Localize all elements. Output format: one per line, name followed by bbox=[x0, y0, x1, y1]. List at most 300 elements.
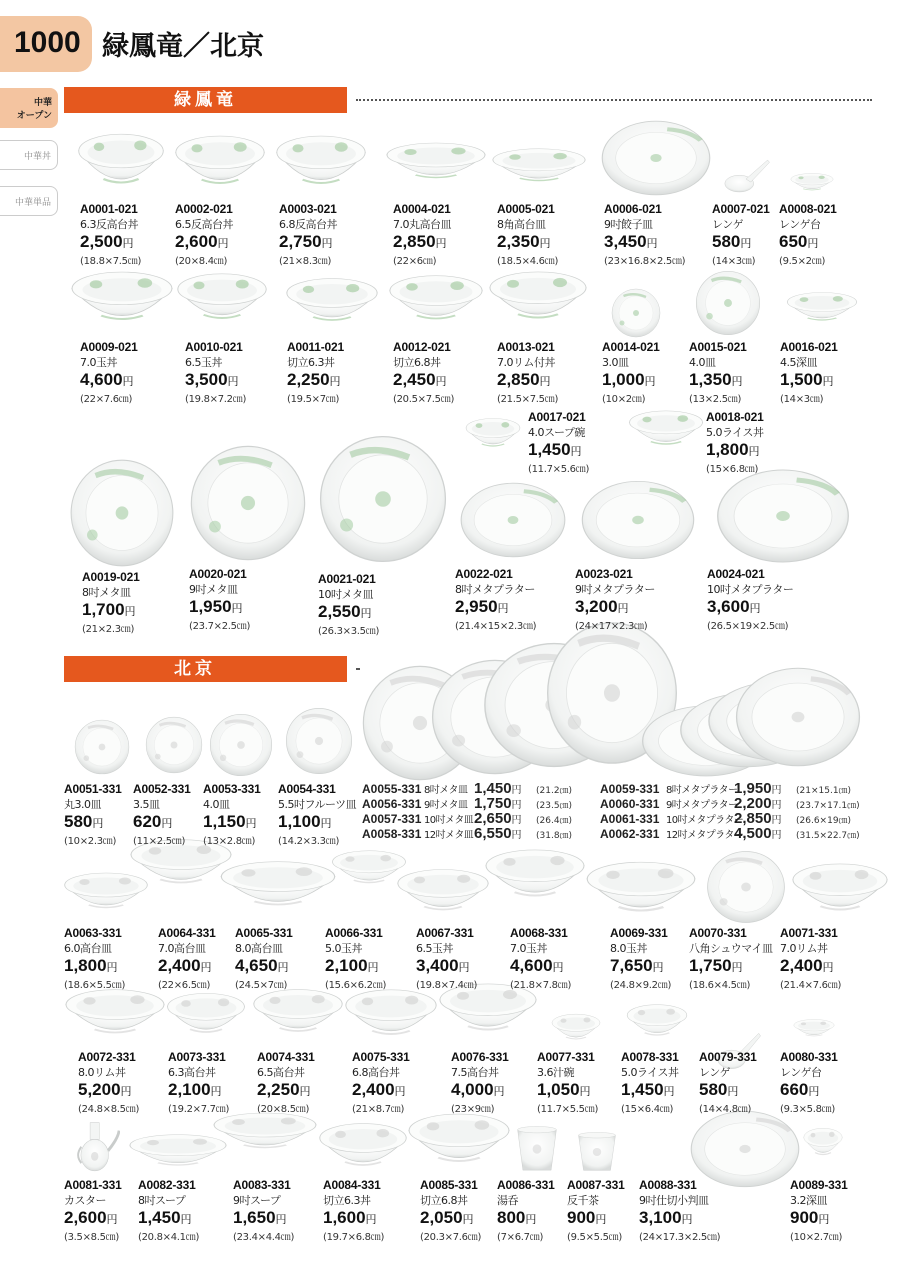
product-name: 10吋メタプラター bbox=[666, 815, 744, 826]
section-header-ryokuhoryu: 緑鳳竜 bbox=[64, 87, 347, 113]
product-code: A0052-331 bbox=[133, 782, 191, 796]
dish-image bbox=[145, 716, 203, 774]
product-name: 4.0スープ碗 bbox=[528, 426, 585, 439]
product-code: A0011-021 bbox=[287, 340, 344, 354]
product-size: (13×2.5㎝) bbox=[689, 394, 742, 405]
product-size: (26.4㎝) bbox=[536, 816, 573, 826]
product-size: (11×2.5㎝) bbox=[133, 836, 186, 847]
dish-image bbox=[551, 1012, 601, 1048]
yen-unit: 円 bbox=[321, 238, 333, 250]
product-price-line bbox=[497, 232, 558, 252]
product-size: (13×2.8㎝) bbox=[203, 836, 256, 847]
product-price: 2,950 bbox=[455, 597, 498, 616]
product-size: (10×2.3㎝) bbox=[64, 836, 117, 847]
product-code: A0002-021 bbox=[175, 202, 233, 216]
dish-image bbox=[715, 466, 851, 566]
product-name: 切立6.8丼 bbox=[420, 1194, 468, 1207]
product-code: A0018-021 bbox=[706, 410, 764, 424]
product-price: 1,600 bbox=[323, 1208, 366, 1227]
product-price-line bbox=[451, 1080, 509, 1100]
product-size: (31.5×22.7㎝) bbox=[796, 831, 860, 841]
product-name: 8.0玉丼 bbox=[610, 942, 647, 955]
product-price-line bbox=[189, 597, 250, 617]
product-code: A0071-331 bbox=[780, 926, 838, 940]
product-price: 4,600 bbox=[510, 956, 553, 975]
product-code: A0006-021 bbox=[604, 202, 662, 216]
product-price: 1,500 bbox=[780, 370, 823, 389]
yen-unit: 円 bbox=[365, 1214, 377, 1226]
product-price-line bbox=[537, 1080, 598, 1100]
product-price-line bbox=[257, 1080, 315, 1100]
product-code: A0001-021 bbox=[80, 202, 138, 216]
product-size: (20.8×4.1㎝) bbox=[138, 1232, 200, 1243]
dish-image bbox=[189, 444, 307, 562]
product-item bbox=[80, 340, 138, 405]
product-price: 2,750 bbox=[279, 232, 322, 251]
product-size: (7×6.7㎝) bbox=[497, 1232, 544, 1243]
dish-image bbox=[166, 990, 246, 1046]
product-name: 切立6.3丼 bbox=[323, 1194, 371, 1207]
product-size: (24.8×9.2㎝) bbox=[610, 980, 672, 991]
yen-unit: 円 bbox=[200, 962, 212, 974]
product-size: (14.2×3.3㎝) bbox=[278, 836, 340, 847]
dish-image bbox=[74, 1116, 120, 1172]
product-price: 1,950 bbox=[734, 780, 772, 797]
product-item bbox=[168, 1050, 229, 1115]
product-price-line bbox=[203, 812, 261, 832]
yen-unit: 円 bbox=[360, 608, 372, 620]
product-price: 2,250 bbox=[257, 1080, 300, 1099]
product-item bbox=[325, 926, 386, 991]
product-size: (26.5×19×2.5㎝) bbox=[707, 621, 789, 632]
product-code: A0016-021 bbox=[780, 340, 838, 354]
product-name: 6.5高台丼 bbox=[257, 1066, 305, 1079]
product-price-line bbox=[278, 812, 356, 832]
product-size: (23.5㎝) bbox=[536, 801, 573, 811]
yen-unit: 円 bbox=[462, 1214, 474, 1226]
product-code: A0009-021 bbox=[80, 340, 138, 354]
product-name: 7.0リム丼 bbox=[780, 942, 828, 955]
product-name: 9吋メタプラター bbox=[666, 800, 738, 811]
product-size: (21.8×7.8㎝) bbox=[510, 980, 572, 991]
product-price-line bbox=[168, 1080, 229, 1100]
product-item bbox=[575, 567, 655, 632]
product-item bbox=[510, 926, 571, 991]
product-name: 10吋メタ皿 bbox=[318, 588, 373, 601]
product-price-line bbox=[318, 602, 379, 622]
product-name: 8.0リム丼 bbox=[78, 1066, 126, 1079]
yen-unit: 円 bbox=[822, 962, 834, 974]
product-price: 2,400 bbox=[158, 956, 201, 975]
product-price-line bbox=[639, 1208, 720, 1228]
product-size: (23×9㎝) bbox=[451, 1104, 495, 1115]
yen-unit: 円 bbox=[227, 376, 239, 388]
product-name: 切立6.8丼 bbox=[393, 356, 441, 369]
product-price: 3,100 bbox=[639, 1208, 682, 1227]
product-name: レンゲ台 bbox=[779, 218, 821, 231]
product-size: (24×17.3×2.5㎝) bbox=[639, 1232, 721, 1243]
product-code: A0066-331 bbox=[325, 926, 383, 940]
product-item bbox=[133, 782, 191, 847]
yen-unit: 円 bbox=[511, 785, 522, 796]
product-code: A0061-331 bbox=[600, 812, 660, 826]
yen-unit: 円 bbox=[497, 603, 509, 615]
yen-unit: 円 bbox=[748, 446, 760, 458]
product-name: 3.5皿 bbox=[133, 798, 160, 811]
page-number: 1000 bbox=[14, 26, 81, 59]
product-price-line bbox=[734, 825, 790, 842]
section-header-pekin: 北京 bbox=[64, 656, 347, 682]
product-size: (24.8×8.5㎝) bbox=[78, 1104, 140, 1115]
dish-image bbox=[70, 268, 174, 336]
product-item bbox=[78, 1050, 139, 1115]
product-price: 1,000 bbox=[602, 370, 645, 389]
dish-image bbox=[734, 664, 862, 770]
product-size: (19.7×6.8㎝) bbox=[323, 1232, 385, 1243]
product-name: 9吋スープ bbox=[233, 1194, 281, 1207]
product-code: A0020-021 bbox=[189, 567, 247, 581]
product-price: 1,450 bbox=[138, 1208, 181, 1227]
product-size: (18.6×4.5㎝) bbox=[689, 980, 751, 991]
product-code: A0023-021 bbox=[575, 567, 633, 581]
product-code: A0072-331 bbox=[78, 1050, 136, 1064]
product-size: (23×16.8×2.5㎝) bbox=[604, 256, 686, 267]
yen-unit: 円 bbox=[740, 238, 752, 250]
product-item bbox=[780, 340, 838, 405]
product-item bbox=[497, 340, 558, 405]
product-price: 800 bbox=[497, 1208, 526, 1227]
product-code: A0074-331 bbox=[257, 1050, 315, 1064]
product-size: (20.3×7.6㎝) bbox=[420, 1232, 482, 1243]
product-code: A0024-021 bbox=[707, 567, 765, 581]
product-name: レンゲ台 bbox=[780, 1066, 822, 1079]
product-price: 1,950 bbox=[189, 597, 232, 616]
yen-unit: 円 bbox=[539, 376, 551, 388]
yen-unit: 円 bbox=[663, 1086, 675, 1098]
product-price-line bbox=[689, 956, 773, 976]
product-name: 4.0皿 bbox=[203, 798, 230, 811]
product-item bbox=[567, 1178, 625, 1243]
yen-unit: 円 bbox=[493, 1086, 505, 1098]
product-price: 2,550 bbox=[318, 602, 361, 621]
product-item bbox=[189, 567, 250, 632]
dish-image bbox=[385, 140, 487, 190]
yen-unit: 円 bbox=[644, 376, 656, 388]
product-size: (19.8×7.4㎝) bbox=[416, 980, 478, 991]
product-code: A0013-021 bbox=[497, 340, 555, 354]
yen-unit: 円 bbox=[727, 1086, 739, 1098]
product-item bbox=[279, 202, 337, 267]
product-price: 2,350 bbox=[497, 232, 540, 251]
yen-unit: 円 bbox=[822, 376, 834, 388]
product-code: A0005-021 bbox=[497, 202, 555, 216]
product-size: (3.5×8.5㎝) bbox=[64, 1232, 119, 1243]
yen-unit: 円 bbox=[525, 1214, 537, 1226]
dish-image bbox=[252, 986, 344, 1046]
product-price-line bbox=[78, 1080, 139, 1100]
product-name: 12吋メタプラター bbox=[666, 830, 744, 841]
product-name: 6.3反高台丼 bbox=[80, 218, 138, 231]
dish-image bbox=[491, 146, 587, 192]
side-tab-0[interactable] bbox=[0, 88, 58, 128]
yen-unit: 円 bbox=[299, 1086, 311, 1098]
product-price-line bbox=[80, 370, 138, 390]
product-name: 5.0ライス丼 bbox=[706, 426, 764, 439]
product-name: 6.3高台丼 bbox=[168, 1066, 216, 1079]
product-code: A0086-331 bbox=[497, 1178, 555, 1192]
product-size: (11.7×5.6㎝) bbox=[528, 464, 590, 475]
product-size: (19.2×7.7㎝) bbox=[168, 1104, 230, 1115]
yen-unit: 円 bbox=[277, 962, 289, 974]
side-tab-label: 中華丼 bbox=[23, 151, 51, 162]
product-price-line bbox=[393, 232, 451, 252]
product-item bbox=[537, 1050, 598, 1115]
product-price: 2,500 bbox=[80, 232, 123, 251]
product-price: 2,600 bbox=[64, 1208, 107, 1227]
product-item bbox=[706, 410, 764, 475]
yen-unit: 円 bbox=[511, 815, 522, 826]
product-price-line bbox=[780, 370, 838, 390]
product-size: (21.4×15×2.3㎝) bbox=[455, 621, 537, 632]
product-price: 580 bbox=[64, 812, 93, 831]
dish-image bbox=[611, 288, 661, 338]
product-price-line bbox=[706, 440, 764, 460]
product-price: 1,450 bbox=[528, 440, 571, 459]
product-size: (20×8.4㎝) bbox=[175, 256, 228, 267]
dish-image bbox=[465, 416, 521, 456]
product-price-line bbox=[82, 600, 140, 620]
yen-unit: 円 bbox=[435, 238, 447, 250]
product-price-line bbox=[235, 956, 293, 976]
yen-unit: 円 bbox=[120, 1086, 132, 1098]
product-price-line bbox=[420, 1208, 481, 1228]
section-divider bbox=[356, 99, 872, 101]
product-item bbox=[712, 202, 770, 267]
product-price-line bbox=[780, 1080, 838, 1100]
yen-unit: 円 bbox=[161, 818, 173, 830]
product-price: 2,400 bbox=[352, 1080, 395, 1099]
product-item bbox=[779, 202, 837, 267]
product-code: A0082-331 bbox=[138, 1178, 196, 1192]
yen-unit: 円 bbox=[808, 1086, 820, 1098]
product-name: 10吋メタ皿 bbox=[424, 815, 474, 826]
product-code: A0089-331 bbox=[790, 1178, 848, 1192]
product-name: 湯呑 bbox=[497, 1194, 518, 1207]
yen-unit: 円 bbox=[731, 962, 743, 974]
product-size: (26.3×3.5㎝) bbox=[318, 626, 380, 637]
product-item bbox=[621, 1050, 679, 1115]
product-price-line bbox=[528, 440, 589, 460]
yen-unit: 円 bbox=[320, 818, 332, 830]
product-price: 4,500 bbox=[734, 825, 772, 842]
product-item bbox=[420, 1178, 481, 1243]
product-name: 4.5深皿 bbox=[780, 356, 817, 369]
product-item bbox=[80, 202, 141, 267]
product-name: 9吋メタ皿 bbox=[189, 583, 238, 596]
product-size: (19.5×7㎝) bbox=[287, 394, 340, 405]
side-tab-2[interactable] bbox=[0, 186, 58, 216]
product-name: 7.0リム付丼 bbox=[497, 356, 555, 369]
product-code: A0059-331 bbox=[600, 782, 660, 796]
product-item bbox=[64, 1178, 122, 1243]
product-price-line bbox=[712, 232, 770, 252]
yen-unit: 円 bbox=[122, 238, 134, 250]
product-price: 2,450 bbox=[393, 370, 436, 389]
yen-unit: 円 bbox=[579, 1086, 591, 1098]
product-price: 2,250 bbox=[287, 370, 330, 389]
product-size: (9.3×5.8㎝) bbox=[780, 1104, 835, 1115]
product-item bbox=[175, 202, 233, 267]
product-item bbox=[639, 1178, 720, 1243]
side-tab-1[interactable] bbox=[0, 140, 58, 170]
product-name: 8吋メタプラター bbox=[666, 785, 738, 796]
dish-image bbox=[459, 480, 567, 560]
product-code: A0088-331 bbox=[639, 1178, 697, 1192]
product-size: (15×6.4㎝) bbox=[621, 1104, 674, 1115]
dish-image bbox=[695, 270, 761, 336]
product-price: 6,550 bbox=[474, 825, 512, 842]
yen-unit: 円 bbox=[367, 962, 379, 974]
product-size: (19.8×7.2㎝) bbox=[185, 394, 247, 405]
product-price: 580 bbox=[699, 1080, 728, 1099]
product-item bbox=[158, 926, 216, 991]
product-item bbox=[278, 782, 356, 847]
product-price: 1,800 bbox=[64, 956, 107, 975]
product-size: (22×7.6㎝) bbox=[80, 394, 133, 405]
yen-unit: 円 bbox=[595, 1214, 607, 1226]
yen-unit: 円 bbox=[275, 1214, 287, 1226]
product-code: A0084-331 bbox=[323, 1178, 381, 1192]
dish-image bbox=[209, 713, 273, 777]
dish-image bbox=[77, 130, 165, 200]
product-size: (14×4.8㎝) bbox=[699, 1104, 752, 1115]
product-code: A0019-021 bbox=[82, 570, 140, 584]
product-name: 5.0玉丼 bbox=[325, 942, 362, 955]
dish-image bbox=[515, 1126, 559, 1172]
product-code: A0068-331 bbox=[510, 926, 568, 940]
product-size: (14×3㎝) bbox=[712, 256, 756, 267]
product-row bbox=[600, 825, 860, 842]
product-name: 8吋スープ bbox=[138, 1194, 186, 1207]
yen-unit: 円 bbox=[807, 238, 819, 250]
product-price-line bbox=[707, 597, 793, 617]
yen-unit: 円 bbox=[329, 376, 341, 388]
product-size: (21×2.3㎝) bbox=[82, 624, 135, 635]
product-price-line bbox=[602, 370, 660, 390]
product-code: A0004-021 bbox=[393, 202, 451, 216]
product-code: A0070-331 bbox=[689, 926, 747, 940]
product-code: A0069-331 bbox=[610, 926, 668, 940]
product-price: 2,850 bbox=[497, 370, 540, 389]
product-code: A0073-331 bbox=[168, 1050, 226, 1064]
product-name: 8吋メタ皿 bbox=[424, 785, 468, 796]
yen-unit: 円 bbox=[511, 800, 522, 811]
product-price-line bbox=[474, 825, 530, 842]
dish-image bbox=[285, 707, 353, 775]
product-price: 1,100 bbox=[278, 812, 321, 831]
side-tab-label: 中華単品 bbox=[14, 197, 51, 208]
product-name: 10吋メタプラター bbox=[707, 583, 794, 596]
product-price: 2,050 bbox=[420, 1208, 463, 1227]
product-price: 3,400 bbox=[416, 956, 459, 975]
dish-image bbox=[275, 132, 367, 200]
product-code: A0056-331 bbox=[362, 797, 422, 811]
product-name: 3.0皿 bbox=[602, 356, 629, 369]
dish-image bbox=[790, 172, 834, 196]
product-code: A0065-331 bbox=[235, 926, 293, 940]
dish-image bbox=[786, 290, 858, 330]
product-price: 3,500 bbox=[185, 370, 228, 389]
product-item bbox=[233, 1178, 294, 1243]
dish-image bbox=[212, 1110, 318, 1160]
product-price: 650 bbox=[779, 232, 808, 251]
product-price-line bbox=[158, 956, 216, 976]
product-price-line bbox=[621, 1080, 679, 1100]
product-price: 3,600 bbox=[707, 597, 750, 616]
product-name: 7.0玉丼 bbox=[80, 356, 117, 369]
product-size: (21.2㎝) bbox=[536, 786, 573, 796]
dish-image bbox=[219, 858, 337, 920]
product-price-line bbox=[64, 1208, 122, 1228]
dish-image bbox=[722, 157, 770, 195]
product-price-line bbox=[610, 956, 671, 976]
product-code: A0010-021 bbox=[185, 340, 243, 354]
product-name: 7.0高台皿 bbox=[158, 942, 206, 955]
product-code: A0062-331 bbox=[600, 827, 660, 841]
product-code: A0055-331 bbox=[362, 782, 422, 796]
product-price: 4,650 bbox=[235, 956, 278, 975]
product-price: 2,650 bbox=[474, 810, 512, 827]
product-name: 5.0ライス丼 bbox=[621, 1066, 679, 1079]
product-price-line bbox=[233, 1208, 294, 1228]
product-code: A0003-021 bbox=[279, 202, 337, 216]
product-size: (18.8×7.5㎝) bbox=[80, 256, 142, 267]
product-code: A0007-021 bbox=[712, 202, 770, 216]
product-size: (10×2㎝) bbox=[602, 394, 646, 405]
product-name: 3.2深皿 bbox=[790, 1194, 827, 1207]
product-price-line bbox=[352, 1080, 410, 1100]
yen-unit: 円 bbox=[652, 962, 664, 974]
product-name: 8.0高台皿 bbox=[235, 942, 283, 955]
dish-image bbox=[69, 458, 175, 568]
product-price-line bbox=[325, 956, 386, 976]
dish-image bbox=[803, 1126, 843, 1164]
product-price: 1,700 bbox=[82, 600, 125, 619]
product-code: A0064-331 bbox=[158, 926, 216, 940]
product-size: (21.4×7.6㎝) bbox=[780, 980, 842, 991]
product-item bbox=[235, 926, 293, 991]
product-item bbox=[64, 926, 125, 991]
product-name: 7.0丸高台皿 bbox=[393, 218, 451, 231]
product-size: (9.5×5.5㎝) bbox=[567, 1232, 622, 1243]
product-code: A0012-021 bbox=[393, 340, 451, 354]
product-price: 660 bbox=[780, 1080, 809, 1099]
product-code: A0017-021 bbox=[528, 410, 586, 424]
dish-image bbox=[580, 478, 696, 562]
product-price-line bbox=[64, 956, 125, 976]
product-name: 7.5高台丼 bbox=[451, 1066, 499, 1079]
product-price: 620 bbox=[133, 812, 162, 831]
dish-image bbox=[585, 858, 697, 928]
dish-image bbox=[388, 272, 484, 334]
product-code: A0085-331 bbox=[420, 1178, 478, 1192]
product-item bbox=[602, 340, 660, 405]
yen-unit: 円 bbox=[217, 238, 229, 250]
product-item bbox=[707, 567, 793, 632]
product-item bbox=[185, 340, 246, 405]
yen-unit: 円 bbox=[749, 603, 761, 615]
product-size: (26.6×19㎝) bbox=[796, 816, 852, 826]
